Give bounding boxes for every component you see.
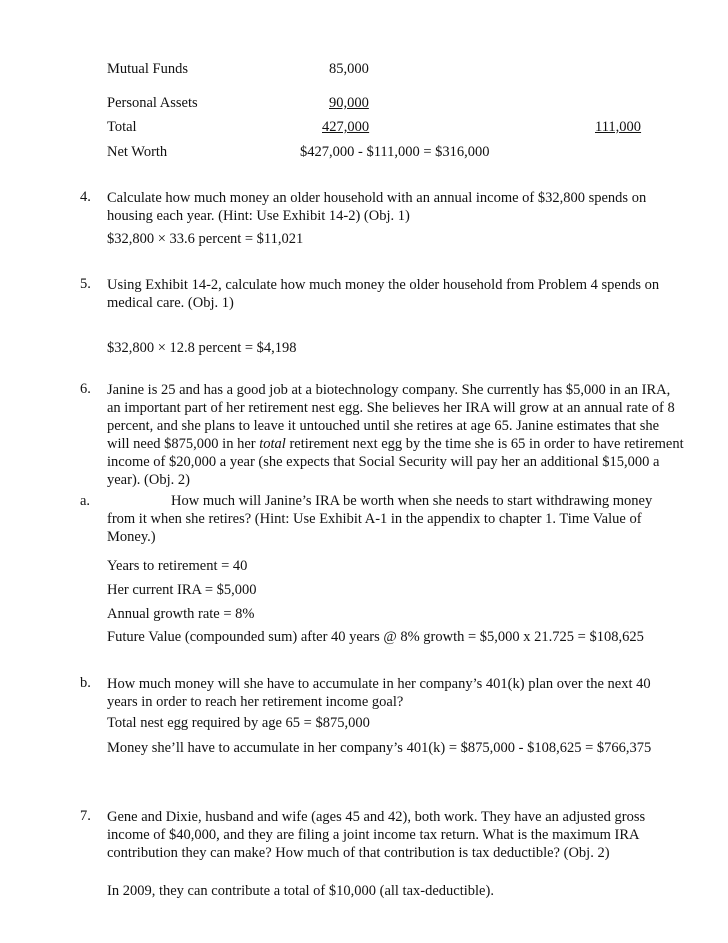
part-b-answer-total: Total nest egg required by age 65 = $875,000: [107, 715, 370, 731]
question-7-line: Gene and Dixie, husband and wife (ages 45 and 42), both work. They have an adjusted gross: [107, 809, 646, 825]
question-4-answer: $32,800 × 33.6 percent = $11,021: [107, 231, 304, 247]
question-6-line-part: will need $875,000 in her: [107, 436, 260, 452]
question-4-line: Calculate how much money an older household with an annual income of $32,800 spends on: [107, 190, 647, 206]
question-5-line: Using Exhibit 14-2, calculate how much money the older household from Problem 4 spends on: [107, 277, 660, 293]
question-6-line: income of $20,000 a year (she expects that Social Security will pay her an additional $15,000 a: [107, 454, 660, 470]
question-6-line: percent, and she plans to leave it untouched until she retires at age 65. Janine estimates that she: [107, 418, 660, 434]
question-7-line: contribution they can make? How much of that contribution is tax deductible? (Obj. 2): [107, 845, 610, 861]
question-7-number: 7.: [80, 808, 91, 824]
part-a-answer-future-value: Future Value (compounded sum) after 40 years @ 8% growth = $5,000 x 21.725 = $108,625: [107, 629, 644, 645]
part-b-line: years in order to reach her retirement income goal?: [107, 694, 404, 710]
part-a-line: from it when she retires? (Hint: Use Exhibit A-1 in the appendix to chapter 1. Time Value of: [107, 511, 642, 527]
question-4-number: 4.: [80, 189, 91, 205]
question-7-line: income of $40,000, and they are filing a joint income tax return. What is the maximum IRA: [107, 827, 640, 843]
question-6-line: an important part of her retirement nest egg. She believes her IRA will grow at an annual rate of 8: [107, 400, 675, 416]
question-5-text: [107, 276, 672, 312]
part-a-answer-growth-rate: Annual growth rate = 8%: [107, 606, 255, 622]
personal-assets-value: 90,000: [329, 95, 369, 111]
question-6-line: [107, 435, 684, 453]
net-worth-label: Net Worth: [107, 144, 168, 160]
total-assets-value: 427,000: [322, 119, 370, 135]
question-5-line: medical care. (Obj. 1): [107, 295, 234, 311]
question-6-italic-word: total: [259, 436, 286, 452]
part-a-answer-years: Years to retirement = 40: [107, 558, 248, 574]
question-4-text: [107, 189, 672, 225]
question-6-line: Janine is 25 and has a good job at a biotechnology company. She currently has $5,000 in an IRA,: [107, 382, 671, 398]
total-liabilities-value: 111,000: [595, 119, 642, 135]
question-6-line: year). (Obj. 2): [107, 472, 190, 488]
part-a-line: How much will Janine’s IRA be worth when she needs to start withdrawing money: [171, 493, 653, 509]
part-b-line: How much money will she have to accumulate in her company’s 401(k) plan over the next 40: [107, 676, 651, 692]
question-6-number: 6.: [80, 381, 91, 397]
mutual-funds-label: Mutual Funds: [107, 61, 188, 77]
personal-assets-label: Personal Assets: [107, 95, 198, 111]
total-label: Total: [107, 119, 137, 135]
net-worth-calculation: $427,000 - $111,000 = $316,000: [300, 144, 490, 160]
part-a-answer-current-ira: Her current IRA = $5,000: [107, 582, 257, 598]
question-4-line: housing each year. (Hint: Use Exhibit 14-2) (Obj. 1): [107, 208, 410, 224]
mutual-funds-value: 85,000: [329, 61, 369, 77]
question-5-answer: $32,800 × 12.8 percent = $4,198: [107, 340, 297, 356]
question-7-answer: In 2009, they can contribute a total of $10,000 (all tax-deductible).: [107, 883, 494, 899]
question-7-text: [107, 808, 672, 862]
part-b-label: b.: [80, 675, 91, 691]
part-a-line: Money.): [107, 529, 156, 545]
part-a-label: a.: [80, 493, 91, 509]
question-6-text: [107, 381, 684, 489]
part-b-answer-accumulate: Money she’ll have to accumulate in her company’s 401(k) = $875,000 - $108,625 = $766,375: [107, 740, 652, 756]
question-5-number: 5.: [80, 276, 91, 292]
part-b-text: [107, 675, 672, 711]
question-6-line-part: retirement next egg by the time she is 65 in order to have retirement: [285, 436, 684, 452]
